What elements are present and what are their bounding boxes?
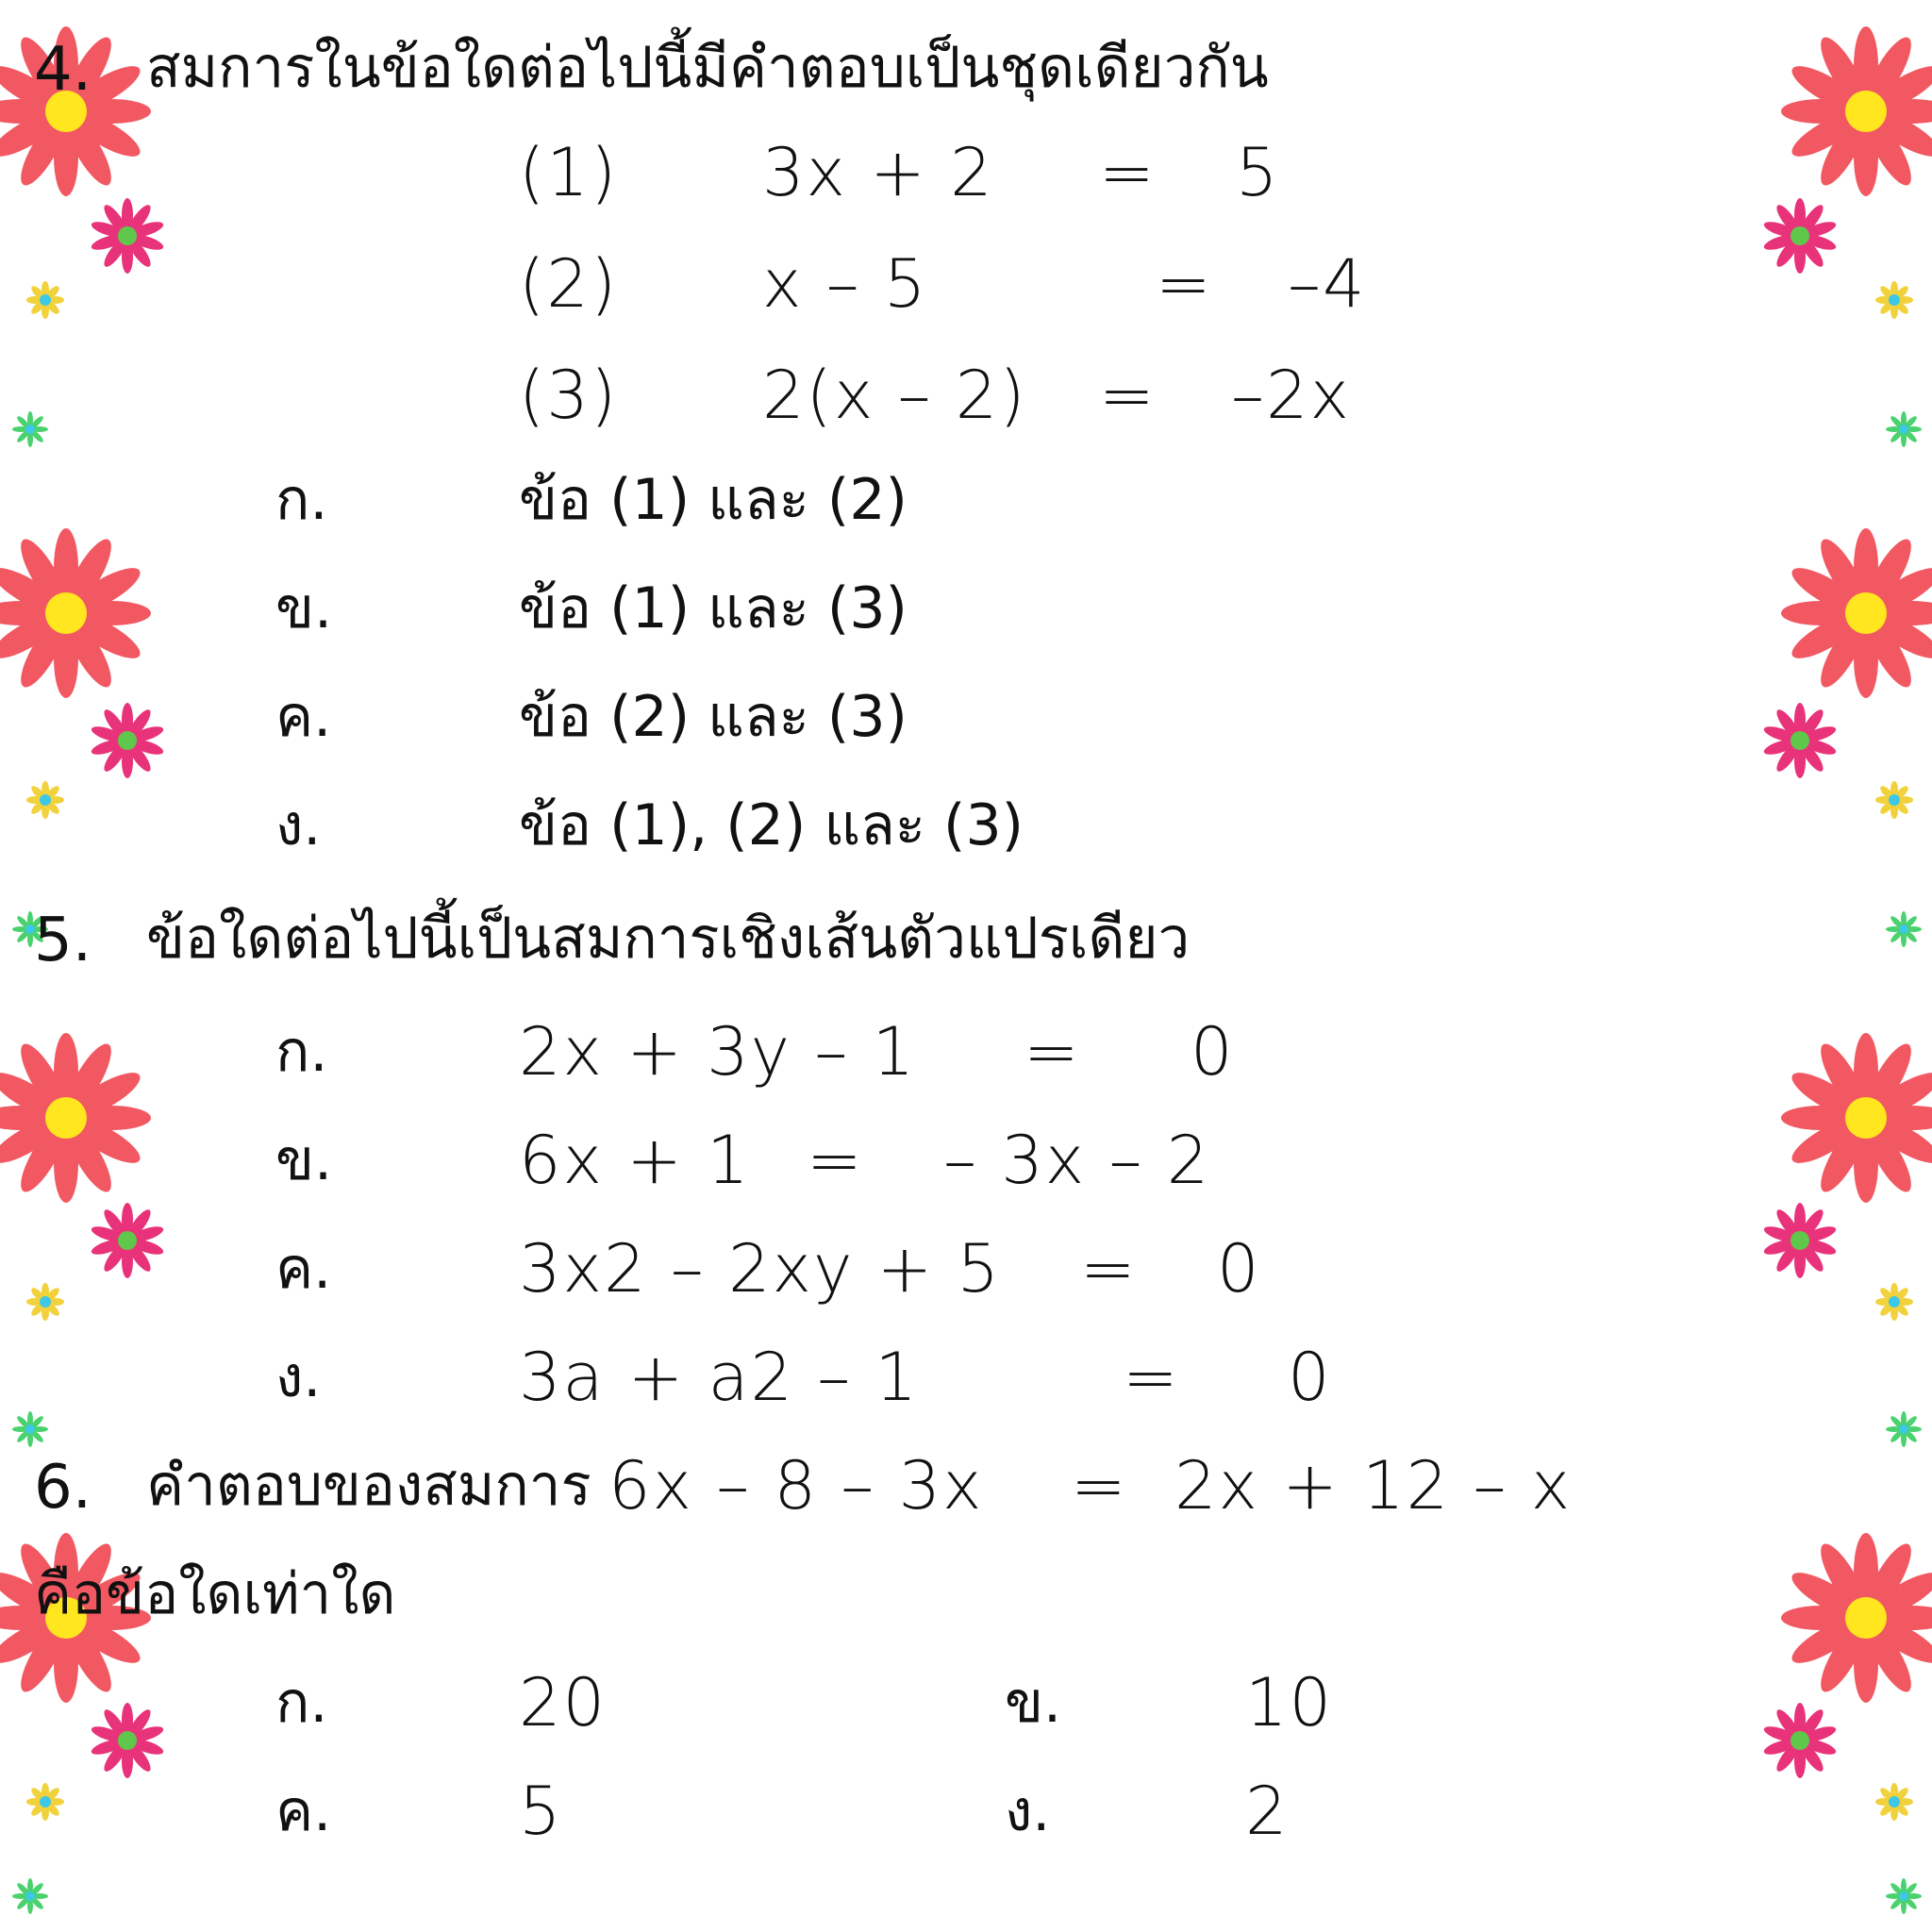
equation-equals: = — [1099, 357, 1157, 434]
option-letter: ง. — [1005, 1778, 1051, 1844]
question-text: ข้อใดต่อไปนี้เป็นสมการเชิงเส้นตัวแปรเดียว — [146, 906, 1191, 972]
option-letter: ง. — [275, 792, 322, 858]
option-letter: ข. — [1005, 1670, 1062, 1736]
option-value: 5 — [519, 1773, 563, 1850]
option-lhs: 2x + 3y – 1 — [519, 1013, 917, 1091]
equation-lhs: 2(x – 2) — [762, 357, 1027, 434]
equation-rhs: –4 — [1288, 245, 1367, 323]
question-number: 6. — [34, 1453, 92, 1523]
equation-label: (2) — [519, 245, 619, 323]
question-text-continued: คือข้อใดเท่าใด — [34, 1561, 396, 1627]
option-letter: ก. — [275, 467, 328, 533]
equation-lhs: x – 5 — [762, 245, 928, 323]
option-equals: = — [1024, 1013, 1081, 1091]
option-letter: ก. — [275, 1670, 328, 1736]
right-flower-border — [1753, 0, 1932, 1932]
option-value: 10 — [1245, 1664, 1334, 1741]
equation-rhs: 5 — [1236, 134, 1280, 211]
option-letter: ข. — [275, 1127, 333, 1193]
option-rhs: 0 — [1191, 1013, 1235, 1091]
equation-label: (3) — [519, 357, 619, 434]
question-equation-rhs: 2x + 12 – x — [1174, 1447, 1573, 1524]
option-value: 20 — [519, 1664, 608, 1741]
option-equals: = — [1123, 1339, 1180, 1416]
option-letter: ค. — [275, 1778, 332, 1844]
option-value: 2 — [1245, 1773, 1290, 1850]
option-letter: ก. — [275, 1019, 328, 1085]
question-equation-equals: = — [1071, 1447, 1128, 1524]
option-rhs: – 3x – 2 — [943, 1122, 1211, 1199]
option-text: ข้อ (2) และ (3) — [519, 684, 908, 750]
question-equation-lhs: 6x – 8 – 3x — [608, 1447, 984, 1524]
flower-border-graphic — [1753, 0, 1932, 1932]
option-letter: ค. — [275, 1236, 332, 1302]
question-number: 5. — [34, 906, 92, 975]
option-lhs: 3a + a2 – 1 — [519, 1339, 920, 1416]
question-number: 4. — [34, 35, 92, 105]
option-equals: = — [807, 1122, 864, 1199]
equation-equals: = — [1099, 134, 1157, 211]
option-text: ข้อ (1) และ (3) — [519, 575, 908, 641]
option-letter: ค. — [275, 684, 332, 750]
option-lhs: 3x2 – 2xy + 5 — [519, 1230, 1002, 1307]
option-text: ข้อ (1) และ (2) — [519, 467, 908, 533]
option-lhs: 6x + 1 — [519, 1122, 751, 1199]
equation-rhs: –2x — [1231, 357, 1351, 434]
question-text: คำตอบของสมการ — [146, 1453, 591, 1519]
option-rhs: 0 — [1288, 1339, 1332, 1416]
option-letter: ข. — [275, 575, 333, 641]
option-equals: = — [1080, 1230, 1138, 1307]
equation-equals: = — [1156, 245, 1213, 323]
option-text: ข้อ (1), (2) และ (3) — [519, 792, 1024, 858]
question-text: สมการในข้อใดต่อไปนี้มีคำตอบเป็นชุดเดียวกัน — [146, 35, 1269, 101]
equation-lhs: 3x + 2 — [762, 134, 994, 211]
option-letter: ง. — [275, 1344, 322, 1410]
equation-label: (1) — [519, 134, 619, 211]
option-rhs: 0 — [1217, 1230, 1261, 1307]
